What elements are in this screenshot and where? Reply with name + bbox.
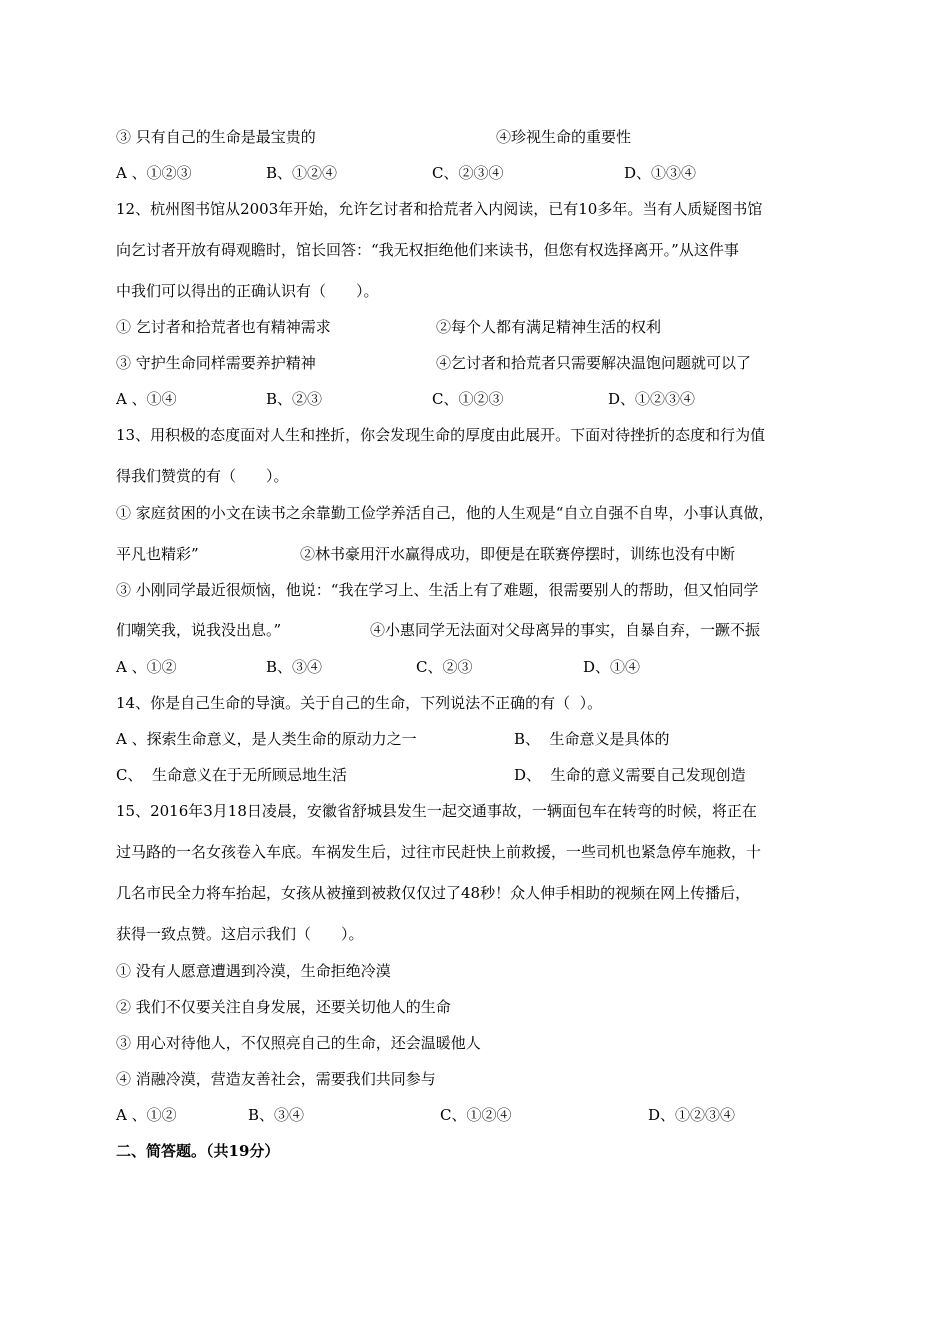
q11-answer-c: C、②③④: [432, 164, 504, 182]
q12-answer-b: B、②③: [266, 390, 323, 408]
q12-stem-line-2: 向乞讨者开放有碍观瞻时，馆长回答：“我无权拒绝他们来读书，但您有权选择离开。”从这件事: [116, 241, 739, 259]
q13-stem-line-1: 13、用积极的态度面对人生和挫折，你会发现生命的厚度由此展开。下面对待挫折的态度和行为值: [116, 426, 766, 444]
q13-answer-a: A 、①②: [116, 658, 177, 676]
q12-stem-line-3: 中我们可以得出的正确认识有（ ）。: [116, 282, 379, 300]
q15-option-1: ① 没有人愿意遭遇到冷漠，生命拒绝冷漠: [116, 962, 391, 980]
q13-option-3-line-2: 们嘲笑我，说我没出息。”: [116, 621, 282, 639]
q14-option-a: A 、探索生命意义，是人类生命的原动力之一: [116, 730, 417, 748]
q11-answer-a: A 、①②③: [116, 164, 192, 182]
q12-answer-a: A 、①④: [116, 390, 177, 408]
q13-stem-line-2: 得我们赞赏的有（ ）。: [116, 467, 289, 485]
q13-option-1-line-2: 平凡也精彩”: [116, 545, 199, 563]
q15-stem-line-1: 15、2016年3月18日凌晨，安徽省舒城县发生一起交通事故，一辆面包车在转弯的时候，将正在: [116, 802, 757, 820]
q15-stem-line-2: 过马路的一名女孩卷入车底。车祸发生后，过往市民赶快上前救援，一些司机也紧急停车施救，十: [116, 843, 762, 861]
q11-option-4: ④珍视生命的重要性: [496, 128, 632, 146]
q15-option-4: ④ 消融冷漠，营造友善社会，需要我们共同参与: [116, 1070, 436, 1088]
q12-option-1: ① 乞讨者和拾荒者也有精神需求: [116, 318, 331, 336]
q13-option-3-line-1: ③ 小刚同学最近很烦恼，他说：“我在学习上、生活上有了难题，很需要别人的帮助，但又怕同学: [116, 581, 759, 599]
q12-option-4: ④乞讨者和拾荒者只需要解决温饱问题就可以了: [436, 354, 752, 372]
q11-answer-b: B、①②④: [266, 164, 338, 182]
q12-option-3: ③ 守护生命同样需要养护精神: [116, 354, 316, 372]
q15-answer-c: C、①②④: [440, 1106, 512, 1124]
q15-answer-a: A 、①②: [116, 1106, 177, 1124]
q15-option-3: ③ 用心对待他人，不仅照亮自己的生命，还会温暖他人: [116, 1034, 481, 1052]
q13-option-4: ④小惠同学无法面对父母离异的事实，自暴自弃，一蹶不振: [370, 621, 761, 639]
q12-option-2: ②每个人都有满足精神生活的权利: [436, 318, 662, 336]
q15-answer-b: B、③④: [248, 1106, 305, 1124]
q14-option-b: B、 生命意义是具体的: [514, 730, 670, 748]
q12-answer-c: C、①②③: [432, 390, 504, 408]
q11-option-3: ③ 只有自己的生命是最宝贵的: [116, 128, 316, 146]
q15-stem-line-4: 获得一致点赞。这启示我们（ ）。: [116, 925, 364, 943]
q12-stem-line-1: 12、杭州图书馆从2003年开始，允许乞讨者和拾荒者入内阅读，已有10多年。当有人质疑图书馆: [116, 200, 763, 218]
q15-option-2: ② 我们不仅要关注自身发展，还要关切他人的生命: [116, 998, 451, 1016]
q15-answer-d: D、①②③④: [648, 1106, 736, 1124]
q14-option-c: C、 生命意义在于无所顾忌地生活: [116, 766, 348, 784]
q13-answer-d: D、①④: [583, 658, 641, 676]
q13-answer-b: B、③④: [266, 658, 323, 676]
section-2-heading: 二、简答题。（共19分）: [116, 1142, 280, 1160]
q13-answer-c: C、②③: [416, 658, 473, 676]
q12-answer-d: D、①②③④: [608, 390, 696, 408]
q13-option-2: ②林书豪用汗水赢得成功，即便是在联赛停摆时，训练也没有中断: [300, 545, 736, 563]
q15-stem-line-3: 几名市民全力将车抬起，女孩从被撞到被救仅仅过了48秒！众人伸手相助的视频在网上传播后，: [116, 884, 751, 902]
q14-stem: 14、你是自己生命的导演。关于自己的生命，下列说法不正确的有（ ）。: [116, 694, 603, 712]
q11-answer-d: D、①③④: [624, 164, 697, 182]
q14-option-d: D、 生命的意义需要自己发现创造: [514, 766, 746, 784]
q13-option-1-line-1: ① 家庭贫困的小文在读书之余靠勤工俭学养活自己，他的人生观是“自立自强不自卑，小事认真做，: [116, 504, 774, 522]
